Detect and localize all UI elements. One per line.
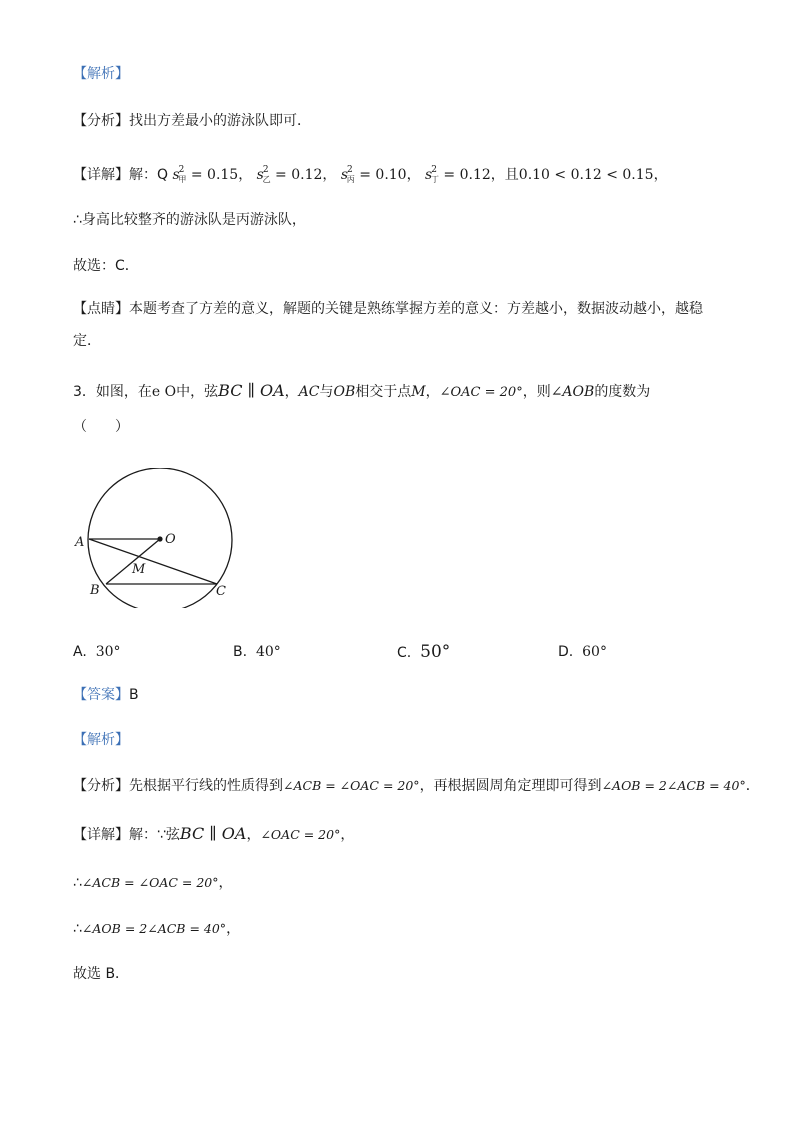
angle-oac: ∠OAC = 20° <box>439 385 523 400</box>
q-text-5: 相交于点 <box>355 384 412 400</box>
step-2-end: ， <box>218 875 233 891</box>
step-2-math: ∠ACB = ∠OAC = 20° <box>81 875 219 890</box>
v-bing: = 0.10 <box>359 167 407 183</box>
q-text-8: 的度数为 <box>594 384 651 400</box>
daan-tag: 【答案】 <box>73 687 129 703</box>
v-ding: = 0.12 <box>443 167 491 183</box>
fenxi-m2: ∠AOB = 2∠ACB = 40° <box>601 778 746 793</box>
s-bing-sub: 丙 <box>346 175 355 184</box>
option-d-value: 60° <box>582 644 607 660</box>
comma-3: ， <box>406 167 421 183</box>
angle-aob: ∠AOB <box>550 384 595 400</box>
fenxi-t3: ． <box>745 778 760 794</box>
s-jia-sq: 2 <box>178 165 185 175</box>
bc-parallel-oa: BC ∥ OA <box>218 381 285 400</box>
s-bing-sq: 2 <box>347 165 353 175</box>
option-b-value: 40° <box>255 644 281 660</box>
v-jia: = 0.15 <box>190 167 239 183</box>
comma-1: ， <box>238 167 253 183</box>
step-line-3 <box>73 919 240 939</box>
xj-m2: ∠OAC = 20° <box>260 827 341 842</box>
step-3-end: ， <box>226 921 241 937</box>
v-yi: = 0.12 <box>275 167 323 183</box>
end-comma: ， <box>653 167 668 183</box>
s-yi-sq: 2 <box>262 165 269 175</box>
qie: ，且 <box>490 167 519 183</box>
jiexi-tag-2: 【解析】 <box>73 732 129 748</box>
step-line-2 <box>73 873 232 893</box>
fenxi-line-1 <box>73 111 311 131</box>
option-a-value: 30° <box>95 644 121 660</box>
s-yi-sub: 乙 <box>262 175 271 184</box>
xj-m1: BC ∥ OA <box>179 824 247 843</box>
option-a-label: A. <box>73 644 87 660</box>
option-c-value: 50° <box>420 642 451 662</box>
dianjing-text: 本题考查了方差的意义，解题的关键是熟练掌握方差的意义：方差越小，数据波动越小，越稳 <box>129 301 703 317</box>
option-d[interactable] <box>558 642 607 662</box>
center-dot <box>157 536 162 541</box>
q-text-2: 中，弦 <box>176 384 219 400</box>
q-text-1: 如图，在 <box>95 384 152 400</box>
fenxi-text: 找出方差最小的游泳队即可． <box>129 113 311 129</box>
option-a[interactable] <box>73 642 121 662</box>
xiangjie-tag: 【详解】 <box>73 167 129 183</box>
fenxi-tag-2: 【分析】 <box>73 778 129 794</box>
option-b[interactable] <box>233 642 281 662</box>
s-ding-sub: 丁 <box>430 175 439 184</box>
fenxi-t1: 先根据平行线的性质得到 <box>129 778 283 794</box>
label-o: O <box>165 532 176 547</box>
dianjing-line <box>73 299 703 319</box>
step-3-math: ∠AOB = 2∠ACB = 40° <box>81 921 227 936</box>
jiexi-heading-1 <box>73 64 129 84</box>
fenxi-t2: ，再根据圆周角定理即可得到 <box>419 778 602 794</box>
choice-line-1: 故选：C． <box>73 258 139 274</box>
option-c-label: C. <box>397 645 412 661</box>
s-ding: s <box>425 167 433 183</box>
xiangjie-line-1 <box>73 160 668 190</box>
option-c[interactable] <box>397 642 450 663</box>
comma-2: ， <box>322 167 337 183</box>
point-m: M <box>411 384 426 400</box>
dianjing-line-2: 定． <box>73 333 101 349</box>
label-b: B <box>90 583 100 598</box>
xiangjie-lead: 解：Q <box>129 167 169 183</box>
q-text-4: 与 <box>319 384 334 400</box>
final-choice: 故选 B． <box>73 966 130 982</box>
label-m: M <box>132 562 146 577</box>
fenxi-line-2 <box>73 776 760 796</box>
fenxi-tag: 【分析】 <box>73 113 129 129</box>
s-jia: s <box>172 167 180 183</box>
jiexi-heading-2 <box>73 730 129 750</box>
s-bing: s <box>340 167 349 183</box>
label-a: A <box>75 535 85 550</box>
s-yi: s <box>256 167 264 183</box>
fenxi-m1: ∠ACB = ∠OAC = 20° <box>283 778 420 793</box>
daan-value: B <box>129 687 139 703</box>
inequality: 0.10 < 0.12 < 0.15 <box>518 167 654 183</box>
daan-line <box>73 685 139 705</box>
dianjing-tag: 【点睛】 <box>73 301 129 317</box>
xj-t1: 解：∵弦 <box>129 827 180 843</box>
option-d-label: D. <box>558 644 574 660</box>
xj-t2: ， <box>246 827 261 843</box>
s-ding-sq: 2 <box>431 165 437 175</box>
label-c: C <box>216 584 226 599</box>
q-text-3: ， <box>284 384 299 400</box>
segment-ac-line <box>89 539 217 584</box>
answer-paren: （ ） <box>73 419 129 435</box>
q-text-6: ， <box>425 384 440 400</box>
q-text-7: ，则 <box>522 384 551 400</box>
xiangjie-tag-2: 【详解】 <box>73 827 129 843</box>
option-b-label: B. <box>233 644 248 660</box>
conclusion-line: ∴身高比较整齐的游泳队是丙游泳队， <box>73 212 306 228</box>
xiangjie-line-2 <box>73 824 354 845</box>
therefore-2: ∴ <box>73 921 82 937</box>
segment-ac: AC <box>298 384 320 400</box>
therefore-1: ∴ <box>73 875 82 891</box>
question-number: 3． <box>73 384 96 400</box>
jiexi-tag: 【解析】 <box>73 66 129 82</box>
circle-o: e O <box>151 384 177 400</box>
segment-ob: OB <box>333 384 356 400</box>
s-jia-sub: 甲 <box>178 175 187 184</box>
geometry-figure <box>70 468 240 608</box>
question-3-stem <box>73 381 650 403</box>
xj-t3: ， <box>340 827 355 843</box>
